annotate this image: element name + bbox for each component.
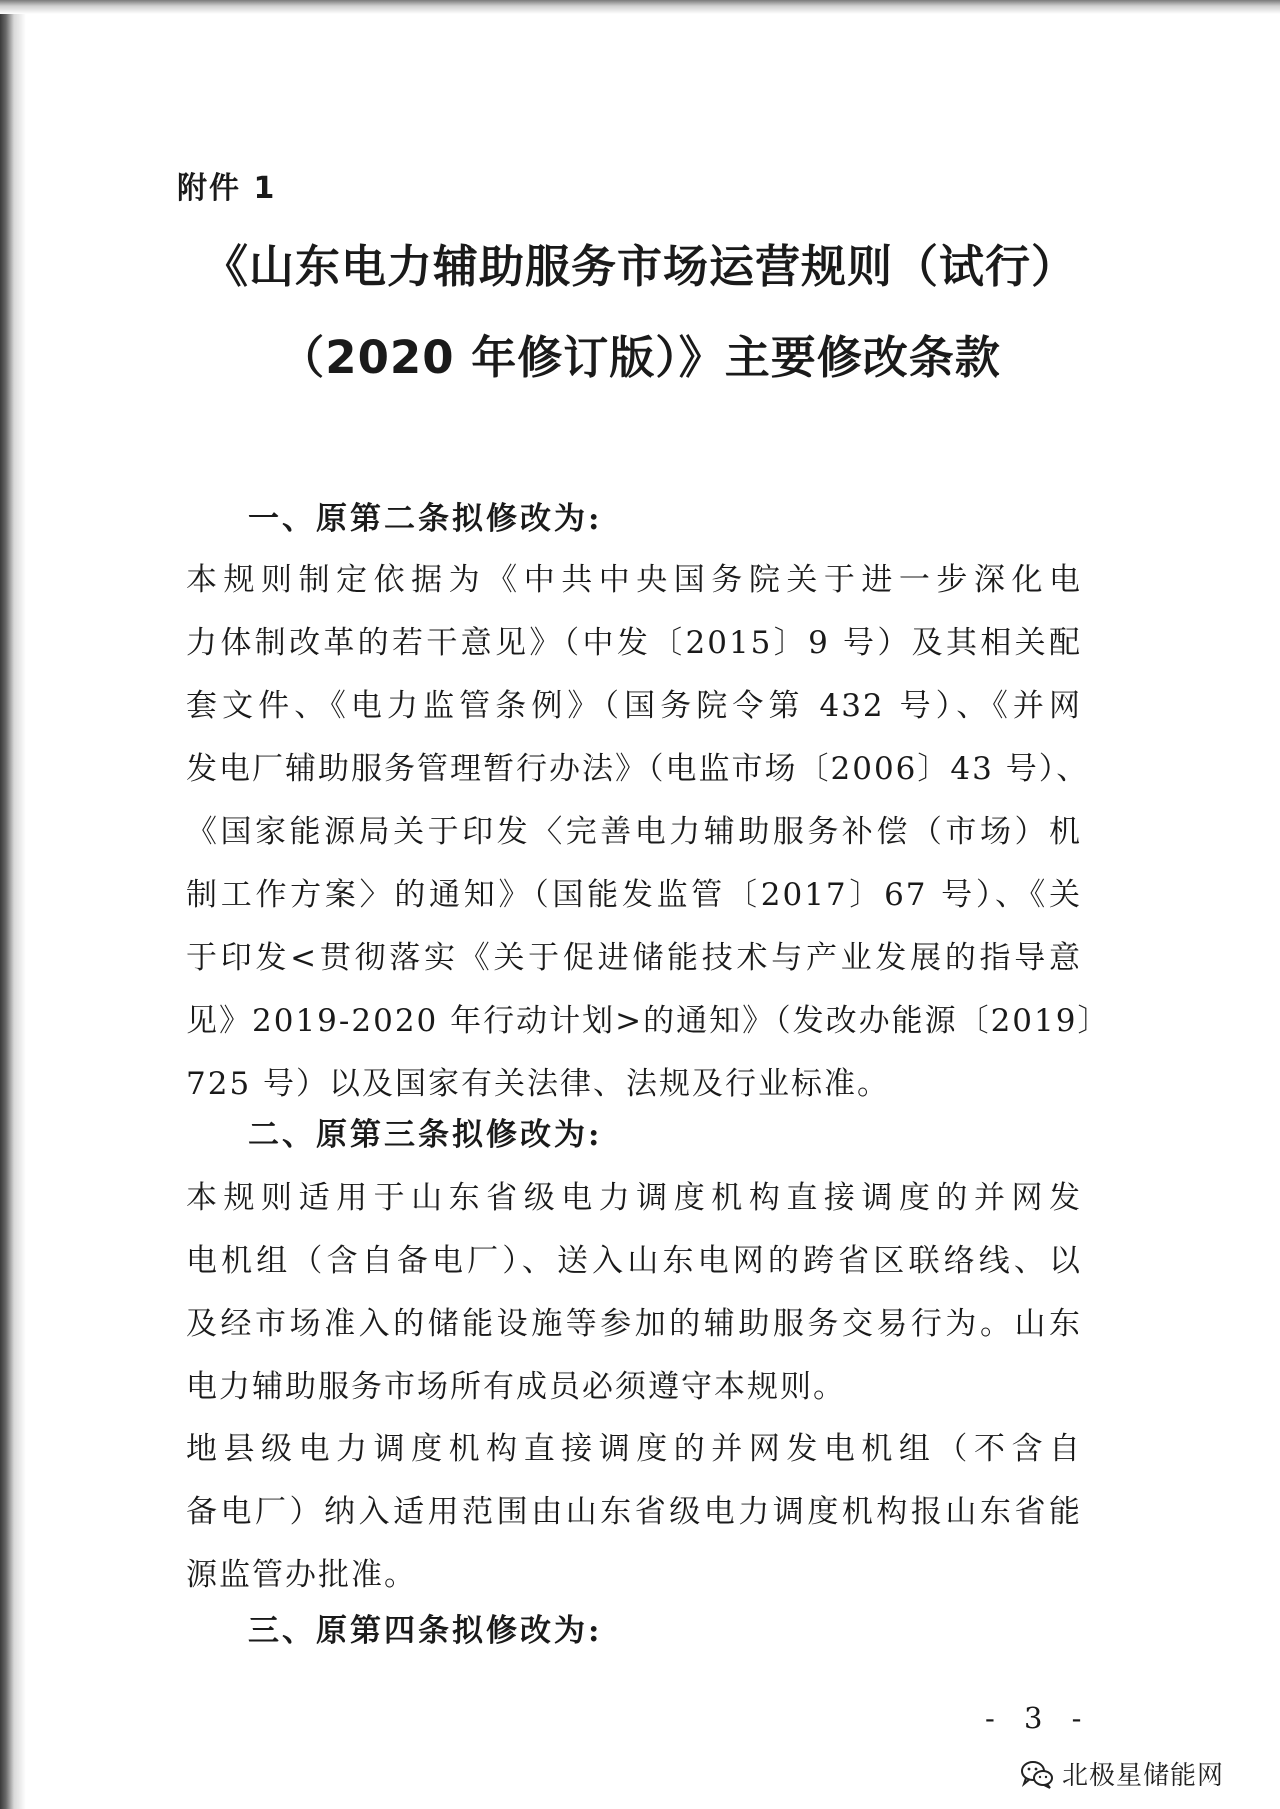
watermark-text: 北极星储能网 [1062, 1761, 1225, 1791]
paragraph-line: 制工作方案〉的通知》（国能发监管〔2017〕67 号）、《关 [186, 877, 1082, 913]
scan-edge-top [0, 0, 1280, 14]
attachment-label: 附件 1 [177, 171, 277, 206]
paragraph-line: 发电厂辅助服务管理暂行办法》（电监市场〔2006〕43 号）、 [186, 751, 1090, 787]
paragraph-line: 电力辅助服务市场所有成员必须遵守本规则。 [186, 1369, 846, 1405]
paragraph-line: 套文件、《电力监管条例》（国务院令第 432 号）、《并网 [186, 688, 1082, 724]
section-2-paragraph-2 [186, 1418, 1082, 1607]
document-title-line-2: （2020 年修订版）》主要修改条款 [279, 331, 1001, 384]
watermark [1020, 1755, 1224, 1792]
paragraph-line: 725 号）以及国家有关法律、法规及行业标准。 [186, 1066, 891, 1102]
paragraph-line: 地县级电力调度机构直接调度的并网发电机组（不含自 [186, 1431, 1082, 1467]
paragraph-line: 本规则适用于山东省级电力调度机构直接调度的并网发 [186, 1180, 1082, 1216]
section-1-paragraph [186, 549, 1111, 1116]
section-heading-1: 一、原第二条拟修改为: [248, 501, 603, 537]
section-heading-3: 三、原第四条拟修改为: [248, 1613, 603, 1649]
paragraph-line: 备电厂）纳入适用范围由山东省级电力调度机构报山东省能 [186, 1494, 1082, 1530]
document-title-line-1: 《山东电力辅助服务市场运营规则（试行） [202, 240, 1077, 293]
paragraph-line: 及经市场准入的储能设施等参加的辅助服务交易行为。山东 [186, 1306, 1082, 1342]
paragraph-line: 《国家能源局关于印发〈完善电力辅助服务补偿（市场）机 [186, 814, 1082, 850]
paragraph-line: 电机组（含自备电厂）、送入山东电网的跨省区联络线、以 [186, 1243, 1082, 1279]
paragraph-line: 力体制改革的若干意见》（中发〔2015〕9 号）及其相关配 [186, 625, 1082, 661]
page-number: - 3 - [985, 1701, 1092, 1735]
section-2-paragraph-1 [186, 1167, 1082, 1419]
paragraph-line: 于印发<贯彻落实《关于促进储能技术与产业发展的指导意 [186, 940, 1082, 976]
wechat-icon [1020, 1759, 1054, 1789]
paragraph-line: 本规则制定依据为《中共中央国务院关于进一步深化电 [186, 562, 1082, 598]
section-heading-2: 二、原第三条拟修改为: [248, 1117, 603, 1153]
paragraph-line: 源监管办批准。 [186, 1557, 417, 1593]
paragraph-line: 见》2019-2020 年行动计划>的通知》（发改办能源〔2019〕 [186, 1003, 1111, 1039]
